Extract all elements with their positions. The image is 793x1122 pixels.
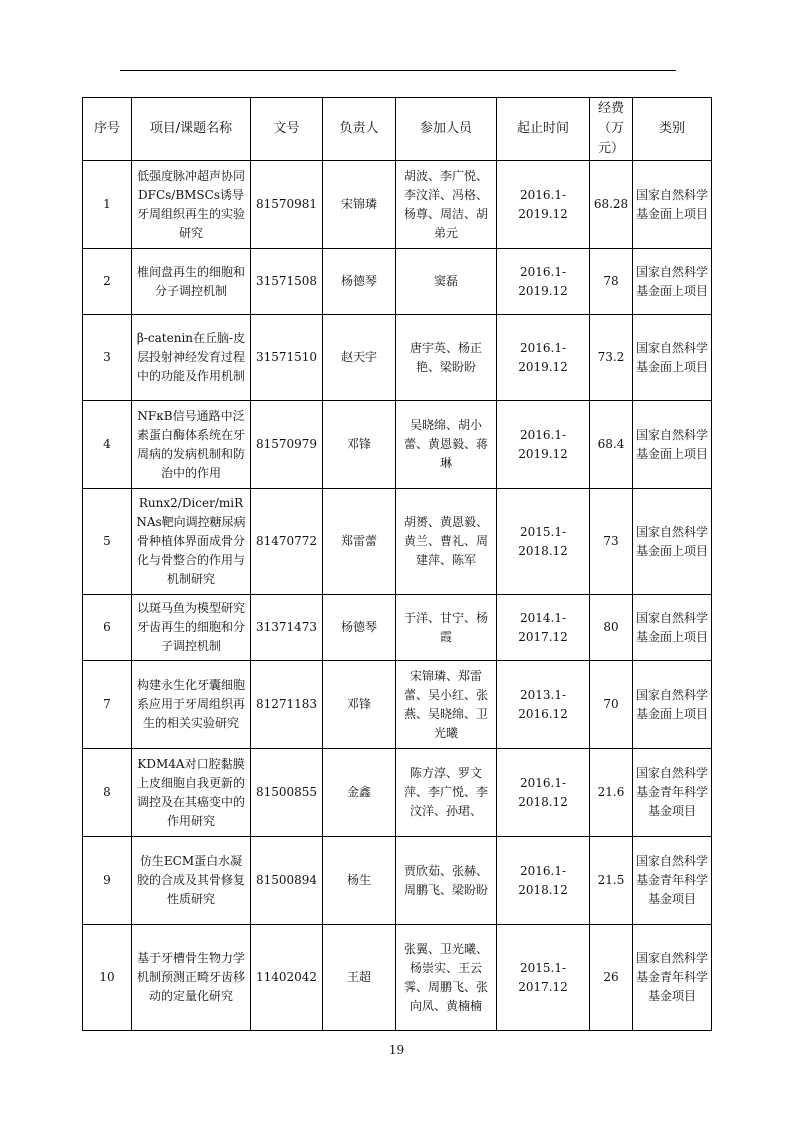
project-members: 窦磊 xyxy=(396,249,497,315)
project-funding: 73 xyxy=(590,489,633,595)
project-category: 国家自然科学基金面上项目 xyxy=(633,489,712,595)
project-members: 宋锦璘、郑雷蕾、吴小红、张燕、吴晓绵、卫光曦 xyxy=(396,661,497,749)
project-category: 国家自然科学基金青年科学基金项目 xyxy=(633,749,712,837)
project-category: 国家自然科学基金面上项目 xyxy=(633,595,712,661)
row-index: 3 xyxy=(83,315,132,401)
project-funding: 68.4 xyxy=(590,401,633,489)
project-members: 胡赟、黄恩毅、黄兰、曹礼、周建萍、陈军 xyxy=(396,489,497,595)
project-members: 吴晓绵、胡小蕾、黄恩毅、蒋琳 xyxy=(396,401,497,489)
project-period: 2016.1-2018.12 xyxy=(497,837,590,925)
col-header-title: 项目/课题名称 xyxy=(132,98,251,161)
project-members: 唐宇英、杨正艳、梁盼盼 xyxy=(396,315,497,401)
table-row xyxy=(83,489,712,595)
project-members: 陈方淳、罗文萍、李广悦、李汶洋、孙珺、 xyxy=(396,749,497,837)
project-members: 胡波、李广悦、李汶洋、冯格、杨尊、周洁、胡弟元 xyxy=(396,161,497,249)
project-funding: 26 xyxy=(590,925,633,1031)
col-header-index: 序号 xyxy=(83,98,132,161)
row-index: 6 xyxy=(83,595,132,661)
project-period: 2016.1-2019.12 xyxy=(497,249,590,315)
project-funding: 80 xyxy=(590,595,633,661)
col-header-category: 类别 xyxy=(633,98,712,161)
table-row xyxy=(83,749,712,837)
project-period: 2016.1-2019.12 xyxy=(497,401,590,489)
project-lead: 邓锋 xyxy=(323,661,396,749)
project-title: 椎间盘再生的细胞和分子调控机制 xyxy=(132,249,251,315)
project-members: 于洋、甘宁、杨霞 xyxy=(396,595,497,661)
project-title: KDM4A对口腔黏膜上皮细胞自我更新的调控及在其癌变中的作用研究 xyxy=(132,749,251,837)
projects-table xyxy=(82,97,712,1031)
row-index: 10 xyxy=(83,925,132,1031)
project-lead: 邓锋 xyxy=(323,401,396,489)
row-index: 9 xyxy=(83,837,132,925)
table-row xyxy=(83,315,712,401)
project-lead: 王超 xyxy=(323,925,396,1031)
project-title: Runx2/Dicer/miRNAs靶向调控糖尿病骨种植体界面成骨分化与骨整合的作用与机制研究 xyxy=(132,489,251,595)
grant-number: 81500855 xyxy=(251,749,323,837)
col-header-members: 参加人员 xyxy=(396,98,497,161)
project-period: 2016.1-2018.12 xyxy=(497,749,590,837)
project-period: 2013.1-2016.12 xyxy=(497,661,590,749)
grant-number: 81470772 xyxy=(251,489,323,595)
project-lead: 杨德琴 xyxy=(323,249,396,315)
grant-number: 11402042 xyxy=(251,925,323,1031)
project-period: 2015.1-2017.12 xyxy=(497,925,590,1031)
project-category: 国家自然科学基金青年科学基金项目 xyxy=(633,925,712,1031)
col-header-funding: 经费（万元） xyxy=(590,98,633,161)
grant-number: 81570979 xyxy=(251,401,323,489)
project-category: 国家自然科学基金面上项目 xyxy=(633,401,712,489)
project-title: 低强度脉冲超声协同DFCs/BMSCs诱导牙周组织再生的实验研究 xyxy=(132,161,251,249)
row-index: 7 xyxy=(83,661,132,749)
header-row xyxy=(83,98,712,161)
col-header-period: 起止时间 xyxy=(497,98,590,161)
project-title: β-catenin在丘脑-皮层投射神经发育过程中的功能及作用机制 xyxy=(132,315,251,401)
project-lead: 郑雷蕾 xyxy=(323,489,396,595)
project-funding: 78 xyxy=(590,249,633,315)
project-period: 2016.1-2019.12 xyxy=(497,161,590,249)
grant-number: 81271183 xyxy=(251,661,323,749)
project-lead: 赵天宇 xyxy=(323,315,396,401)
col-header-grant-no: 文号 xyxy=(251,98,323,161)
grant-number: 31571510 xyxy=(251,315,323,401)
row-index: 4 xyxy=(83,401,132,489)
grant-number: 31571508 xyxy=(251,249,323,315)
table-row xyxy=(83,837,712,925)
page-number: 19 xyxy=(388,1043,405,1057)
project-funding: 68.28 xyxy=(590,161,633,249)
table-row xyxy=(83,595,712,661)
project-title: NFκB信号通路中泛素蛋白酶体系统在牙周病的发病机制和防治中的作用 xyxy=(132,401,251,489)
header-rule xyxy=(120,70,676,71)
row-index: 2 xyxy=(83,249,132,315)
project-lead: 杨生 xyxy=(323,837,396,925)
project-title: 构建永生化牙囊细胞系应用于牙周组织再生的相关实验研究 xyxy=(132,661,251,749)
table-row xyxy=(83,249,712,315)
project-period: 2014.1-2017.12 xyxy=(497,595,590,661)
grant-number: 81500894 xyxy=(251,837,323,925)
project-title: 基于牙槽骨生物力学机制预测正畸牙齿移动的定量化研究 xyxy=(132,925,251,1031)
project-category: 国家自然科学基金面上项目 xyxy=(633,249,712,315)
project-members: 贾欣茹、张赫、周鹏飞、梁盼盼 xyxy=(396,837,497,925)
project-members: 张翼、卫光曦、杨崇实、王云霁、周鹏飞、张向凤、黄楠楠 xyxy=(396,925,497,1031)
table-row xyxy=(83,661,712,749)
project-lead: 金鑫 xyxy=(323,749,396,837)
project-lead: 宋锦璘 xyxy=(323,161,396,249)
project-funding: 70 xyxy=(590,661,633,749)
project-category: 国家自然科学基金青年科学基金项目 xyxy=(633,837,712,925)
grant-number: 81570981 xyxy=(251,161,323,249)
row-index: 8 xyxy=(83,749,132,837)
row-index: 5 xyxy=(83,489,132,595)
project-period: 2016.1-2019.12 xyxy=(497,315,590,401)
project-funding: 21.6 xyxy=(590,749,633,837)
table-row xyxy=(83,925,712,1031)
row-index: 1 xyxy=(83,161,132,249)
project-funding: 73.2 xyxy=(590,315,633,401)
project-title: 仿生ECM蛋白水凝胶的合成及其骨修复性质研究 xyxy=(132,837,251,925)
project-category: 国家自然科学基金面上项目 xyxy=(633,661,712,749)
project-category: 国家自然科学基金面上项目 xyxy=(633,315,712,401)
project-lead: 杨德琴 xyxy=(323,595,396,661)
table-row xyxy=(83,401,712,489)
project-category: 国家自然科学基金面上项目 xyxy=(633,161,712,249)
project-title: 以斑马鱼为模型研究牙齿再生的细胞和分子调控机制 xyxy=(132,595,251,661)
project-period: 2015.1-2018.12 xyxy=(497,489,590,595)
grant-number: 31371473 xyxy=(251,595,323,661)
project-funding: 21.5 xyxy=(590,837,633,925)
col-header-lead: 负责人 xyxy=(323,98,396,161)
table-row xyxy=(83,161,712,249)
